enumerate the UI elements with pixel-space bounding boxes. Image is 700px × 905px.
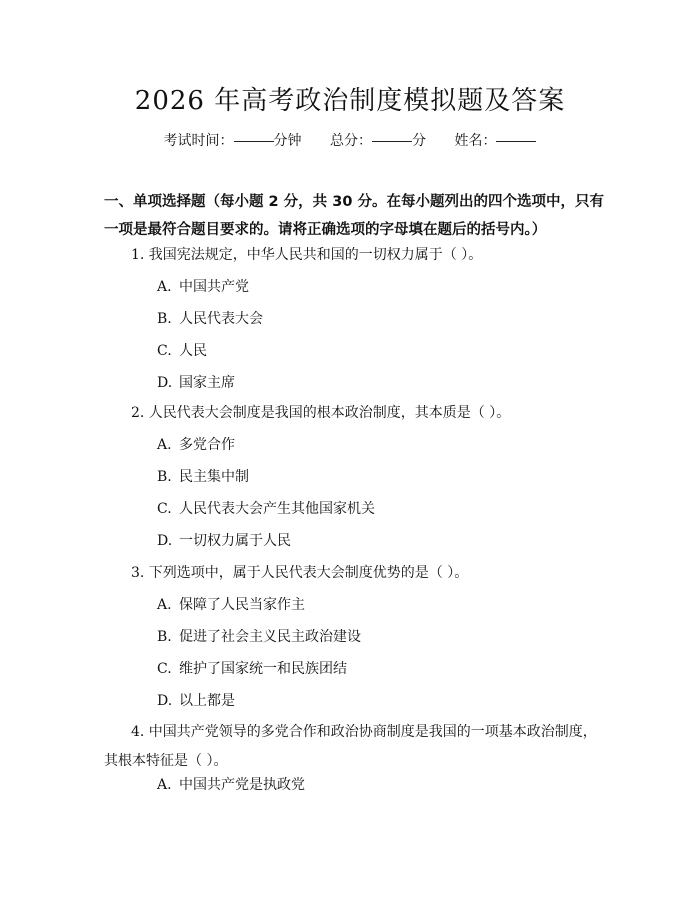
option-item — [157, 626, 361, 646]
option-item — [157, 530, 291, 550]
time-field — [164, 133, 306, 149]
option-letter: D. — [157, 375, 173, 391]
score-field — [330, 133, 430, 149]
option-item — [157, 340, 207, 360]
score-blank — [372, 141, 412, 142]
option-text: 促进了社会主义民主政治建设 — [179, 629, 361, 645]
option-text: 人民代表大会产生其他国家机关 — [179, 501, 375, 517]
option-text: 人民 — [179, 343, 207, 359]
option-text: 中国共产党 — [179, 279, 249, 295]
question-stem: 3. 下列选项中，属于人民代表大会制度优势的是（ ）。 — [131, 565, 469, 581]
option-letter: D. — [157, 533, 173, 549]
option-item — [157, 466, 249, 486]
option-text: 以上都是 — [179, 693, 235, 709]
option-letter: B. — [157, 629, 172, 645]
option-text: 一切权力属于人民 — [179, 533, 291, 549]
option-letter: A. — [157, 279, 172, 295]
page-title: 2026 年高考政治制度模拟题及答案 — [134, 86, 566, 116]
score-unit: 分 — [412, 133, 426, 149]
option-letter: A. — [157, 597, 172, 613]
option-letter: A. — [157, 437, 172, 453]
option-text: 国家主席 — [179, 375, 235, 391]
option-item — [157, 434, 235, 454]
option-text: 人民代表大会 — [179, 311, 263, 327]
question-stem: 2. 人民代表大会制度是我国的根本政治制度，其本质是（ ）。 — [131, 405, 511, 421]
option-text: 维护了国家统一和民族团结 — [179, 661, 347, 677]
name-label: 姓名： — [454, 133, 497, 149]
time-unit: 分钟 — [273, 133, 302, 149]
option-text: 多党合作 — [179, 437, 235, 453]
option-item — [157, 594, 305, 614]
name-field — [454, 133, 536, 149]
option-item — [157, 658, 347, 678]
option-letter: C. — [157, 661, 172, 677]
exam-meta — [0, 130, 700, 150]
question-stem: 1. 我国宪法规定，中华人民共和国的一切权力属于（ ）。 — [131, 247, 483, 263]
score-label: 总分： — [330, 133, 372, 149]
option-letter: B. — [157, 469, 172, 485]
option-item — [157, 498, 375, 518]
option-letter: A. — [157, 777, 172, 793]
option-item — [157, 690, 235, 710]
option-letter: C. — [157, 501, 172, 517]
question-stem: 4. 中国共产党领导的多党合作和政治协商制度是我国的一项基本政治制度，其根本特征是（ ）。 — [104, 724, 597, 769]
option-letter: D. — [157, 693, 173, 709]
option-letter: B. — [157, 311, 172, 327]
option-letter: C. — [157, 343, 172, 359]
option-item — [157, 774, 305, 794]
time-label: 考试时间： — [163, 133, 234, 149]
option-item — [157, 372, 235, 392]
option-item — [157, 308, 263, 328]
section-heading: 一、单项选择题（每小题 2 分，共 30 分。在每小题列出的四个选项中，只有一项是最符合题目要求的。请将正确选项的字母填在题后的括号内。） — [104, 194, 604, 238]
option-text: 中国共产党是执政党 — [179, 777, 305, 793]
name-blank — [496, 141, 536, 142]
option-item — [157, 276, 249, 296]
option-text: 民主集中制 — [179, 469, 249, 485]
option-text: 保障了人民当家作主 — [179, 597, 305, 613]
time-blank — [234, 141, 274, 142]
